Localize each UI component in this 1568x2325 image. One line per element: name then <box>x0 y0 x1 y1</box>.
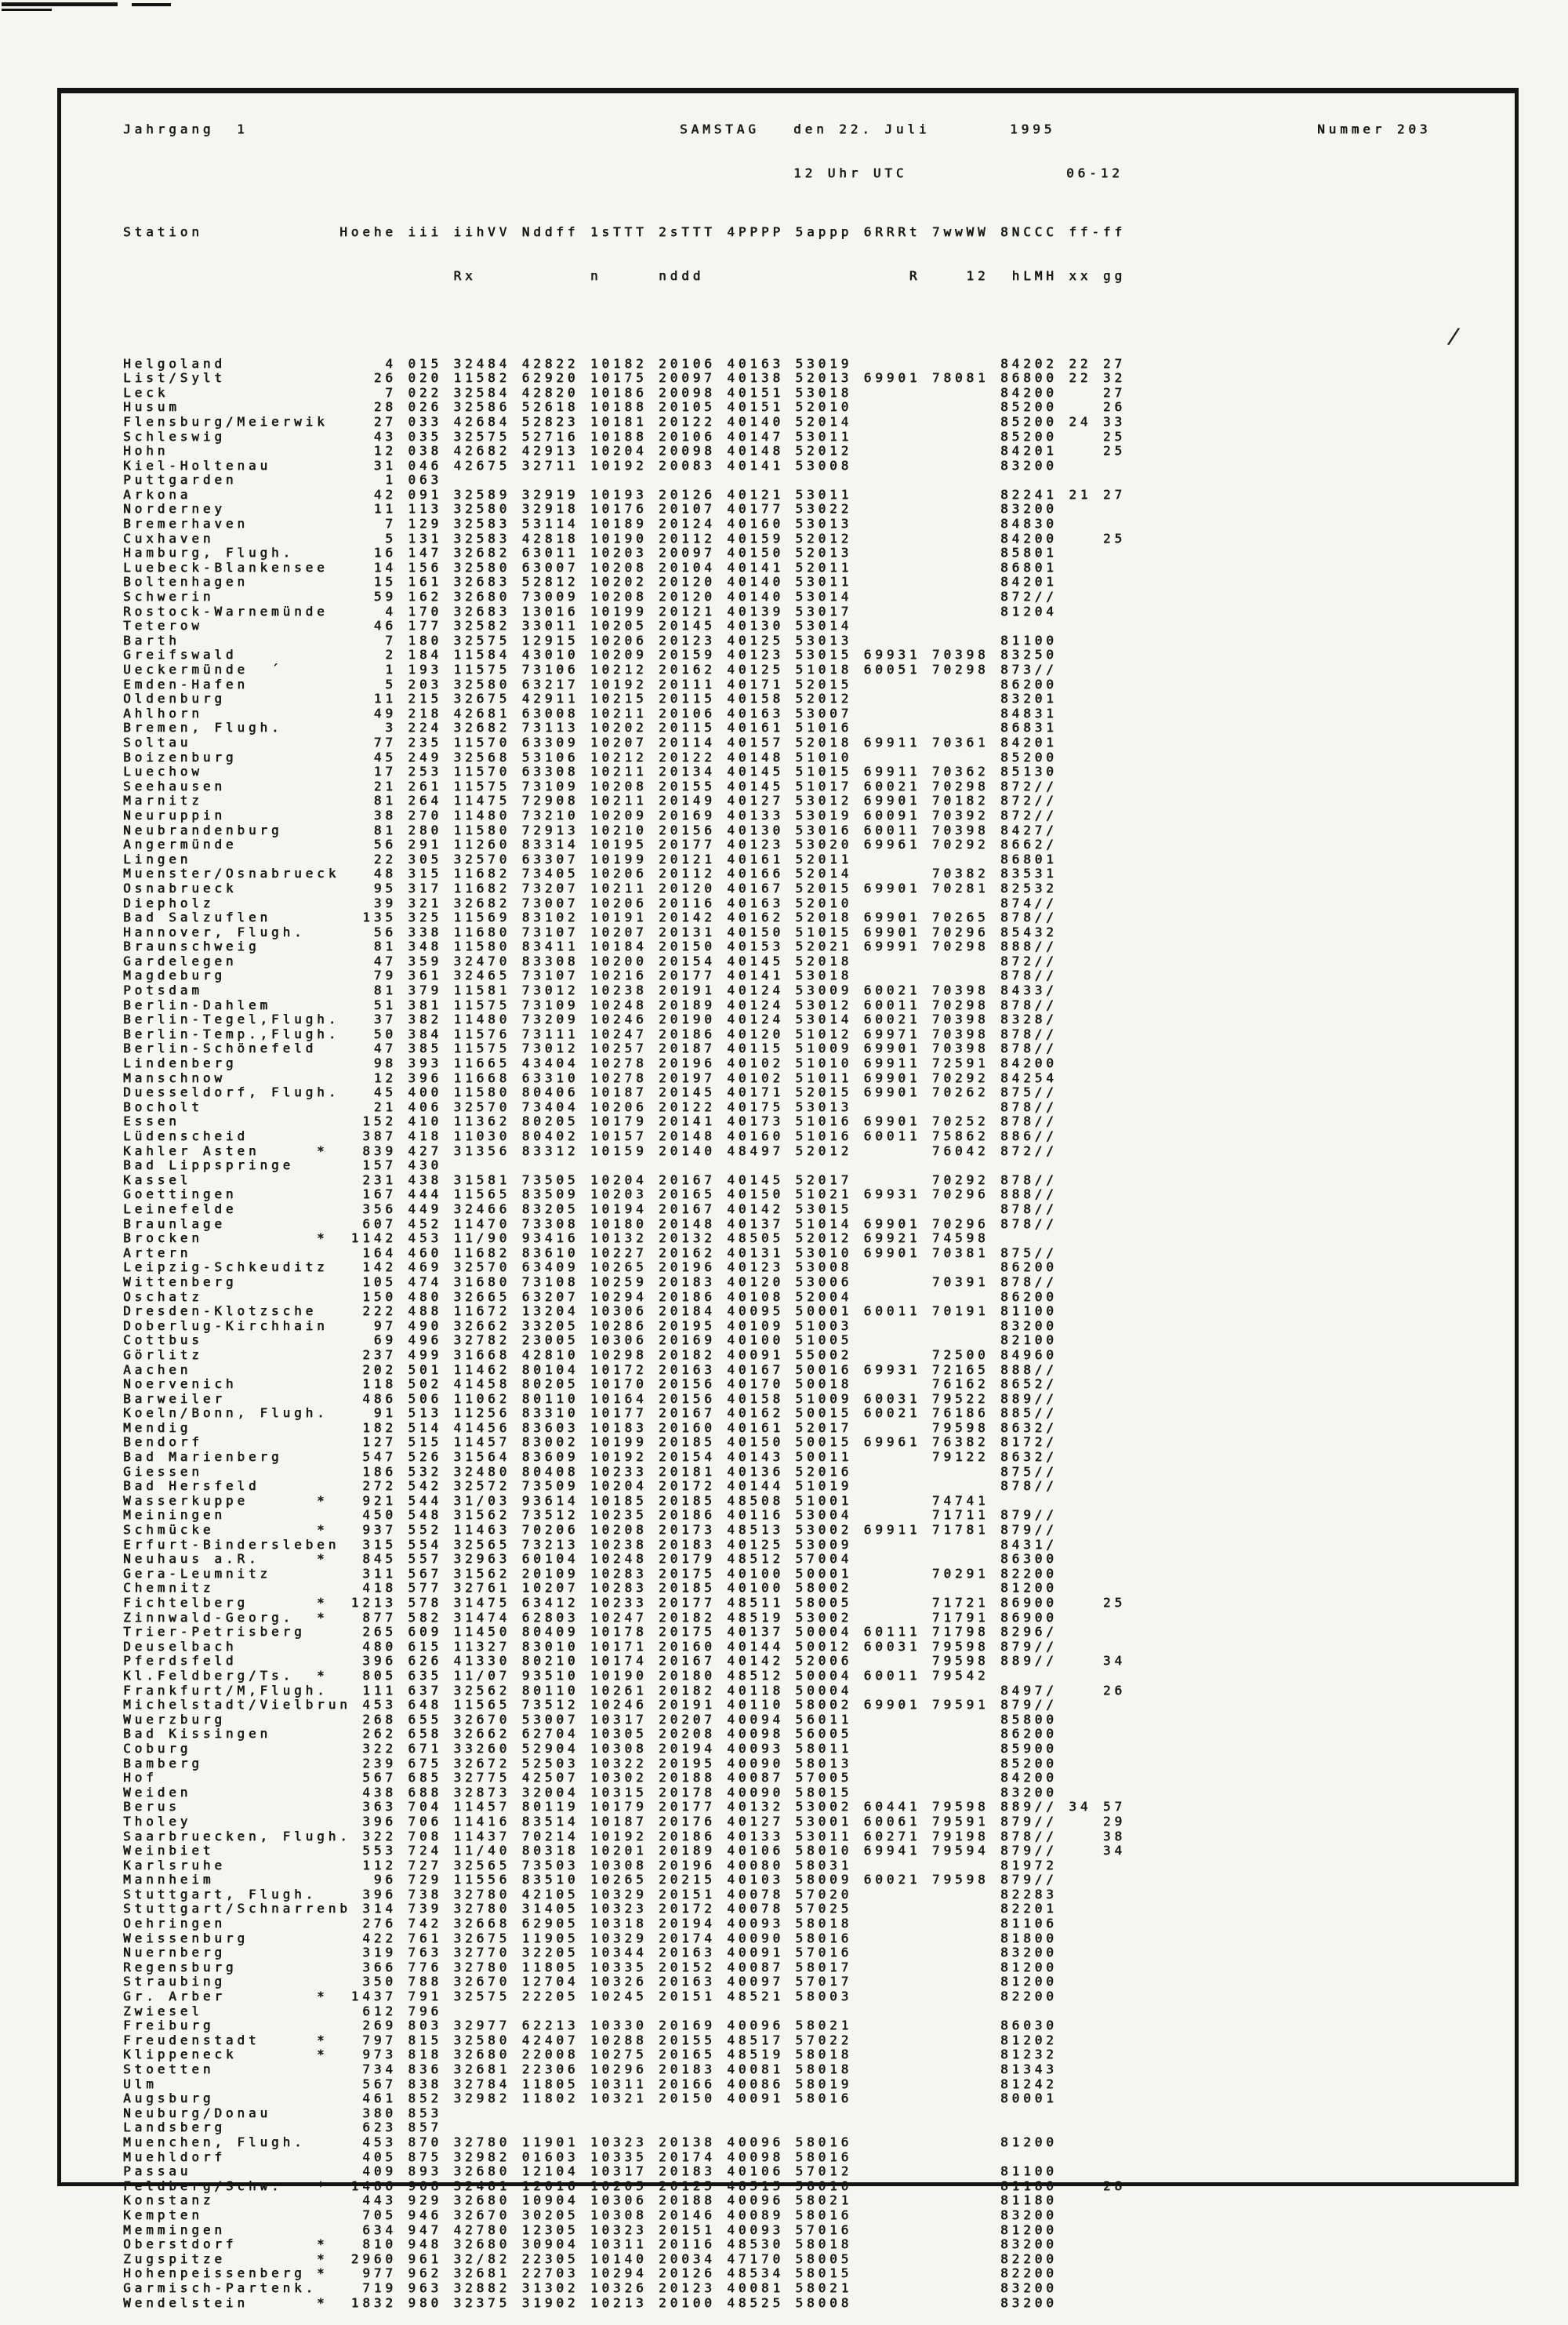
table-row: Puttgarden 1 063 <box>123 472 1126 488</box>
table-row: Gera-Leumnitz 311 567 31562 20109 10283 20175 40100 50001 70291 82200 <box>123 1565 1126 1581</box>
period-range: 06-12 <box>1066 165 1123 180</box>
scan-artifact-slash: / <box>1445 322 1463 351</box>
table-row: Soltau 77 235 11570 63309 10207 20114 40157 52018 69911 70361 84201 <box>123 734 1126 750</box>
table-row: Passau 409 893 32680 12104 10317 20183 40106 57012 81100 <box>123 2163 1126 2179</box>
table-column-header-row1: Station Hoehe iii iihVV Nddff 1sTTT 2sTTT 4PPPP 5appp 6RRRt 7wwWW 8NCCC ff-ff <box>123 224 1126 240</box>
table-row: Leipzig-Schkeuditz 142 469 32570 63409 10265 20196 40123 53008 86200 <box>123 1259 1126 1275</box>
table-row: Gardelegen 47 359 32470 83308 10200 20154 40145 52018 872// <box>123 953 1126 968</box>
table-row: Klippeneck * 973 818 32680 22008 10275 20165 48519 58018 81232 <box>123 2047 1126 2062</box>
table-row: Meiningen 450 548 31562 73512 10235 20186 40116 53004 71711 879// <box>123 1507 1126 1523</box>
table-row: Lüdenscheid 387 418 11030 80402 10157 20148 40160 51016 60011 75862 886// <box>123 1128 1126 1143</box>
table-row: Bad Marienberg 547 526 31564 83609 10192 20154 40143 50011 79122 8632/ <box>123 1449 1126 1465</box>
table-row: Braunlage 607 452 11470 73308 10180 20148 40137 51014 69901 70296 878// <box>123 1215 1126 1231</box>
table-row: Ueckermünde ´ 1 193 11575 73106 10212 20162 40125 51018 60051 70298 873// <box>123 662 1126 677</box>
table-row: Dresden-Klotzsche 222 488 11672 13204 10306 20184 40095 50001 60011 70191 81100 <box>123 1303 1126 1319</box>
table-row: Konstanz 443 929 32680 10904 10306 20188 40096 58021 81180 <box>123 2192 1126 2208</box>
table-row: Emden-Hafen 5 203 32580 63217 10192 20111 40171 52015 86200 <box>123 676 1126 692</box>
table-row: Boltenhagen 15 161 32683 52812 10202 20120 40140 53011 84201 <box>123 574 1126 590</box>
table-header-spacer <box>123 313 1126 328</box>
table-row: Flensburg/Meierwik 27 033 42684 52823 10181 20122 40140 52014 85200 24 33 <box>123 413 1126 429</box>
table-row: Koeln/Bonn, Flugh. 91 513 11256 83310 10177 20167 40162 50015 60021 76186 885// <box>123 1405 1126 1421</box>
table-row: Barth 7 180 32575 12915 10206 20123 40125 53013 81100 <box>123 632 1126 648</box>
table-row: Stoetten 734 836 32681 22306 10296 20183 40081 58018 81343 <box>123 2062 1126 2076</box>
table-row: Weinbiet 553 724 11/40 80318 10201 20189 40106 58010 69941 79594 879// 34 <box>123 1843 1126 1858</box>
table-row: Weissenburg 422 761 32675 11905 10329 20174 40090 58016 81800 <box>123 1930 1126 1945</box>
table-row: Wendelstein * 1832 980 32375 31902 10213 20100 48525 58008 83200 <box>123 2294 1126 2310</box>
table-row: Hannover, Flugh. 56 338 11680 73107 10207 20131 40150 51015 69901 70296 85432 <box>123 924 1126 939</box>
table-row: Barweiler 486 506 11062 80110 10164 20156 40158 51009 60031 79522 889// <box>123 1390 1126 1406</box>
table-row: Neubrandenburg 81 280 11580 72913 10210 20156 40130 53016 60011 70398 8427/ <box>123 822 1126 837</box>
table-row: Bremerhaven 7 129 32583 53114 10189 20124 40160 53013 84830 <box>123 516 1126 532</box>
table-row: Neuburg/Donau 380 853 <box>123 2105 1126 2120</box>
table-row: Wittenberg 105 474 31680 73108 10259 20183 40120 53006 70391 878// <box>123 1273 1126 1289</box>
table-row: Muenchen, Flugh. 453 870 32780 11901 10323 20138 40096 58016 81200 <box>123 2134 1126 2149</box>
table-row: Aachen 202 501 11462 80104 10172 20163 40167 50016 69931 72165 888// <box>123 1361 1126 1377</box>
table-row: Angermünde 56 291 11260 83314 10195 20177 40123 53020 69961 70292 8662/ <box>123 837 1126 852</box>
table-row: Muehldorf 405 875 32982 01603 10335 20174 40098 58016 <box>123 2149 1126 2164</box>
table-row: Cuxhaven 5 131 32583 42818 10190 20112 40159 52012 84200 25 <box>123 530 1126 546</box>
table-row: Nuernberg 319 763 32770 32205 10344 20163 40091 57016 83200 <box>123 1945 1126 1960</box>
table-row: Cottbus 69 496 32782 23005 10306 20169 40100 51005 82100 <box>123 1332 1126 1348</box>
table-column-header-row2: Rx n nddd R 12 hLMH xx gg <box>123 267 1126 283</box>
table-row: Karlsruhe 112 727 32565 73503 10308 20196 40080 58031 81972 <box>123 1857 1126 1873</box>
date-line: den 22. Juli <box>793 122 931 136</box>
table-row: Leinefelde 356 449 32466 83205 10194 20167 40142 53015 878// <box>123 1201 1126 1216</box>
table-row: List/Sylt 26 020 11582 62920 10175 20097 40138 52013 69901 78081 86800 22 32 <box>123 370 1126 386</box>
table-row: Braunschweig 81 348 11580 83411 10184 20150 40153 52021 69991 70298 888// <box>123 939 1126 954</box>
table-row: Diepholz 39 321 32682 73007 10206 20116 40163 52010 874// <box>123 895 1126 910</box>
volume-label: Jahrgang <box>123 122 215 136</box>
table-row: Arkona 42 091 32589 32919 10193 20126 40121 53011 82241 21 27 <box>123 486 1126 502</box>
table-row: Freudenstadt * 797 815 32580 42407 10288 20155 48517 57022 81202 <box>123 2032 1126 2047</box>
table-row: Frankfurt/M,Flugh. 111 637 32562 80110 10261 20182 40118 50004 8497/ 26 <box>123 1682 1126 1698</box>
table-row: Hohn 12 038 42682 42913 10204 20098 40148 52012 84201 25 <box>123 443 1126 459</box>
table-row: Oschatz 150 480 32665 63207 10294 20186 40108 52004 86200 <box>123 1288 1126 1304</box>
table-row: Kiel-Holtenau 31 046 42675 32711 10192 20083 40141 53008 83200 <box>123 457 1126 473</box>
table-row: Lindenberg 98 393 11665 43404 10278 20196 40102 51010 69911 72591 84200 <box>123 1055 1126 1071</box>
table-row: Bad Hersfeld 272 542 32572 73509 10204 20172 40144 51019 878// <box>123 1478 1126 1494</box>
scan-artifact-dash <box>2 9 52 11</box>
table-row: Feldberg/Schw. * 1486 908 32481 12016 10205 20125 48515 58010 81180 28 <box>123 2178 1126 2193</box>
table-row: Noervenich 118 502 41458 80205 10170 20156 40170 50018 76162 8652/ <box>123 1376 1126 1392</box>
table-row: Artern 164 460 11682 83610 10227 20162 40131 53010 69901 70381 875// <box>123 1244 1126 1260</box>
table-row: Rostock-Warnemünde 4 170 32683 13016 10199 20121 40139 53017 81204 <box>123 603 1126 619</box>
table-row: Luebeck-Blankensee 14 156 32580 63007 10208 20104 40141 52011 86801 <box>123 559 1126 575</box>
table-row: Ulm 567 838 32784 11805 10311 20166 40086 58019 81242 <box>123 2076 1126 2091</box>
table-row: Schwerin 59 162 32680 73009 10208 20120 40140 53014 872// <box>123 589 1126 605</box>
table-row: Doberlug-Kirchhain 97 490 32662 33205 10286 20195 40109 51003 83200 <box>123 1317 1126 1333</box>
table-row: Tholey 396 706 11416 83514 10187 20176 40127 53001 60061 79591 879// 29 <box>123 1813 1126 1829</box>
station-rows <box>123 357 1126 2311</box>
table-row: Seehausen 21 261 11575 73109 10208 20155 40145 51017 60021 70298 872// <box>123 778 1126 794</box>
table-row: Hohenpeissenberg * 977 962 32681 22703 10294 20126 48534 58015 82200 <box>123 2265 1126 2281</box>
table-row: Bremen, Flugh. 3 224 32682 73113 10202 20115 40161 51016 86831 <box>123 720 1126 736</box>
table-row: Bad Salzuflen 135 325 11569 83102 10191 20142 40162 52018 69901 70265 878// <box>123 910 1126 925</box>
table-row: Landsberg 623 857 <box>123 2120 1126 2135</box>
table-row: Mendig 182 514 41456 83603 10183 20160 40161 52017 79598 8632/ <box>123 1419 1126 1435</box>
table-row: Bocholt 21 406 32570 73404 10206 20122 40175 53013 878// <box>123 1099 1126 1114</box>
table-row: Helgoland 4 015 32484 42822 10182 20106 40163 53019 84202 22 27 <box>123 355 1126 371</box>
table-row: Magdeburg 79 361 32465 73107 10216 20177 40141 53018 878// <box>123 968 1126 983</box>
table-row: Marnitz 81 264 11475 72908 10211 20149 40127 53012 69901 70182 872// <box>123 793 1126 808</box>
table-row: Goettingen 167 444 11565 83509 10203 20165 40150 51021 69931 70296 888// <box>123 1186 1126 1202</box>
table-row: Kl.Feldberg/Ts. * 805 635 11/07 93510 10190 20180 48512 50004 60011 79542 <box>123 1667 1126 1683</box>
table-row: Wuerzburg 268 655 32670 53007 10317 20207 40094 56011 85800 <box>123 1711 1126 1727</box>
table-row: Oberstdorf * 810 948 32680 30904 10311 20116 48530 58018 83200 <box>123 2236 1126 2252</box>
table-row: Oehringen 276 742 32668 62905 10318 20194 40093 58018 81106 <box>123 1916 1126 1931</box>
table-row: Greifswald 2 184 11584 43010 10209 20159 40123 53015 69931 70398 83250 <box>123 647 1126 663</box>
table-row: Wasserkuppe * 921 544 31/03 93614 10185 20185 48508 51001 74741 <box>123 1492 1126 1508</box>
table-row: Erfurt-Bindersleben 315 554 32565 73213 10238 20183 40125 53009 8431/ <box>123 1536 1126 1552</box>
table-row: Zwiesel 612 796 <box>123 2003 1126 2018</box>
table-row: Stuttgart/Schnarrenb 314 739 32780 31405 10323 20172 40078 57025 82201 <box>123 1901 1126 1916</box>
table-row: Straubing 350 788 32670 12704 10326 20163 40097 57017 81200 <box>123 1974 1126 1989</box>
table-row: Oldenburg 11 215 32675 42911 10215 20115 40158 52012 83201 <box>123 691 1126 707</box>
table-row: Stuttgart, Flugh. 396 738 32780 42105 10329 20151 40078 57020 82283 <box>123 1886 1126 1902</box>
table-row: Teterow 46 177 32582 33011 10205 20145 40130 53014 <box>123 618 1126 634</box>
table-row: Bendorf 127 515 11457 83002 10199 20185 40150 50015 69961 76382 8172/ <box>123 1434 1126 1450</box>
table-row: Neuruppin 38 270 11480 73210 10209 20169 40133 53019 60091 70392 872// <box>123 807 1126 823</box>
scan-artifact-dash <box>2 2 118 6</box>
table-row: Neuhaus a.R. * 845 557 32963 60104 10248 20179 48512 57004 86300 <box>123 1551 1126 1567</box>
scan-artifact-dash <box>132 3 171 6</box>
table-row: Kahler Asten * 839 427 31356 83312 10159 20140 48497 52012 76042 872// <box>123 1143 1126 1158</box>
table-row: Berlin-Schönefeld 47 385 11575 73012 10257 20187 40115 51009 69901 70398 878// <box>123 1041 1126 1056</box>
table-row: Berus 363 704 11457 80119 10179 20177 40132 53002 60441 79598 889// 34 57 <box>123 1799 1126 1815</box>
table-row: Bamberg 239 675 32672 52503 10322 20195 40090 58013 85200 <box>123 1755 1126 1771</box>
table-row: Freiburg 269 803 32977 62213 10330 20169 40096 58021 86030 <box>123 2018 1126 2033</box>
table-row: Berlin-Dahlem 51 381 11575 73109 10248 20189 40124 53012 60011 70298 878// <box>123 997 1126 1012</box>
table-row: Berlin-Tegel,Flugh. 37 382 11480 73209 10246 20190 40124 53014 60021 70398 8328/ <box>123 1012 1126 1027</box>
table-row: Berlin-Temp.,Flugh. 50 384 11576 73111 10247 20186 40120 51012 69971 70398 878// <box>123 1026 1126 1041</box>
table-row: Augsburg 461 852 32982 11802 10321 20150 40091 58016 80001 <box>123 2091 1126 2106</box>
table-row: Husum 28 026 32586 52618 10188 20105 40151 52010 85200 26 <box>123 399 1126 415</box>
table-row: Memmingen 634 947 42780 12305 10323 20151 40093 57016 81200 <box>123 2221 1126 2237</box>
table-row: Pferdsfeld 396 626 41330 80210 10174 20167 40142 52006 79598 889// 34 <box>123 1653 1126 1669</box>
table-row: Schleswig 43 035 32575 52716 10188 20106 40147 53011 85200 25 <box>123 428 1126 444</box>
table-row: Osnabrueck 95 317 11682 73207 10211 20120 40167 52015 69901 70281 82532 <box>123 880 1126 895</box>
table-row: Zugspitze * 2960 961 32/82 22305 10140 20034 47170 58005 82200 <box>123 2251 1126 2266</box>
table-row: Boizenburg 45 249 32568 53106 10212 20122 40148 51010 85200 <box>123 749 1126 765</box>
table-row: Manschnow 12 396 11668 63310 10278 20197 40102 51011 69901 70292 84254 <box>123 1070 1126 1085</box>
weekday: SAMSTAG <box>680 122 760 136</box>
table-row: Coburg 322 671 33260 52904 10308 20194 40093 58011 85900 <box>123 1740 1126 1756</box>
table-row: Duesseldorf, Flugh. 45 400 11580 80406 10187 20145 40171 52015 69901 70262 875// <box>123 1084 1126 1100</box>
table-row: Muenster/Osnabrueck 48 315 11682 73405 10206 20112 40166 52014 70382 83531 <box>123 866 1126 881</box>
table-row: Saarbruecken, Flugh. 322 708 11437 70214 10192 20186 40133 53011 60271 79198 878// 38 <box>123 1828 1126 1844</box>
table-row: Luechow 17 253 11570 63308 10211 20134 40145 51015 69911 70362 85130 <box>123 764 1126 779</box>
table-row: Regensburg 366 776 32780 11805 10335 20152 40087 58017 81200 <box>123 1959 1126 1974</box>
table-row: Bad Lippspringe 157 430 <box>123 1157 1126 1173</box>
table-row: Essen 152 410 11362 80205 10179 20141 40173 51016 69901 70252 878// <box>123 1113 1126 1129</box>
table-row: Gr. Arber * 1437 791 32575 22205 10245 20151 48521 58003 82200 <box>123 1989 1126 2004</box>
table-row: Ahlhorn 49 218 42681 63008 10211 20106 40163 53007 84831 <box>123 705 1126 721</box>
volume-number: 1 <box>237 122 249 136</box>
table-row: Norderney 11 113 32580 32918 10176 20107 40177 53022 83200 <box>123 501 1126 517</box>
table-row: Garmisch-Partenk. 719 963 32882 31302 10326 20123 40081 58021 83200 <box>123 2280 1126 2295</box>
table-row: Kassel 231 438 31581 73505 10204 20167 40145 52017 70292 878// <box>123 1172 1126 1187</box>
table-row: Schmücke * 937 552 11463 70206 10208 20173 48513 53002 69911 71781 879// <box>123 1522 1126 1538</box>
observation-time: 12 Uhr UTC <box>793 165 908 180</box>
table-row: Weiden 438 688 32873 32004 10315 20178 40090 58015 83200 <box>123 1784 1126 1800</box>
table-row: Lingen 22 305 32570 63307 10199 20121 40161 52011 86801 <box>123 851 1126 866</box>
table-row: Mannheim 96 729 11556 83510 10265 20215 40103 58009 60021 79598 879// <box>123 1872 1126 1887</box>
table-row: Giessen 186 532 32480 80408 10233 20181 40136 52016 875// <box>123 1463 1126 1479</box>
table-row: Deuselbach 480 615 11327 83010 10171 20160 40144 50012 60031 79598 879// <box>123 1638 1126 1654</box>
table-row: Görlitz 237 499 31668 42810 10298 20182 40091 55002 72500 84960 <box>123 1346 1126 1362</box>
table-row: Hamburg, Flugh. 16 147 32682 63011 10203 20097 40150 52013 85801 <box>123 545 1126 561</box>
table-row: Potsdam 81 379 11581 73012 10238 20191 40124 53009 60021 70398 8433/ <box>123 983 1126 998</box>
table-row: Fichtelberg * 1213 578 31475 63412 10233 20177 48511 58005 71721 86900 25 <box>123 1595 1126 1610</box>
table-row: Kempten 705 946 32670 30205 10308 20146 40089 58016 83200 <box>123 2207 1126 2222</box>
table-row: Michelstadt/Vielbrun 453 648 11565 73512 10246 20191 40110 58002 69901 79591 879// <box>123 1697 1126 1713</box>
table-row: Trier-Petrisberg 265 609 11450 80409 10178 20175 40137 50004 60111 71798 8296/ <box>123 1624 1126 1640</box>
year: 1995 <box>1010 122 1056 136</box>
table-row: Zinnwald-Georg. * 877 582 31474 62803 10247 20182 48519 53002 71791 86900 <box>123 1609 1126 1625</box>
issue-number: Nummer 203 <box>1317 122 1432 136</box>
table-row: Leck 7 022 32584 42820 10186 20098 40151 53018 84200 27 <box>123 384 1126 400</box>
table-row: Brocken * 1142 453 11/90 93416 10132 20132 48505 52012 69921 74598 <box>123 1230 1126 1246</box>
station-table <box>123 196 1126 2325</box>
table-row: Hof 567 685 32775 42507 10302 20188 40087 57005 84200 <box>123 1770 1126 1786</box>
table-row: Bad Kissingen 262 658 32662 62704 10305 20208 40098 56005 86200 <box>123 1726 1126 1742</box>
table-row: Chemnitz 418 577 32761 10207 10283 20185 40100 58002 81200 <box>123 1580 1126 1596</box>
